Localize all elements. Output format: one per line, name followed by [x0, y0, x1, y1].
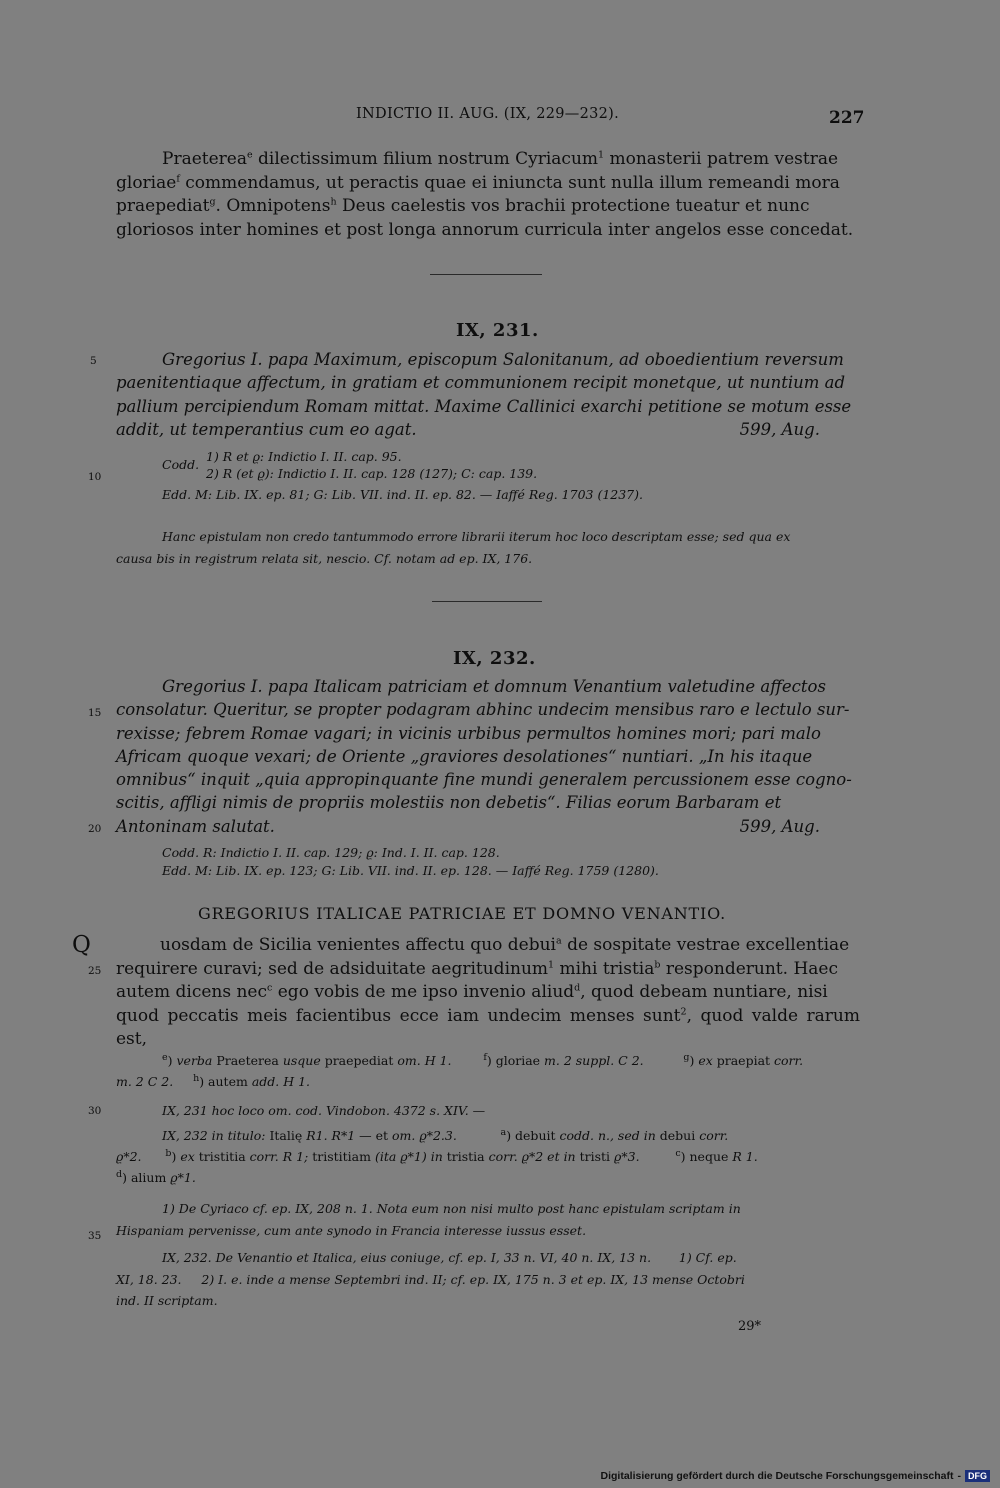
summary-line: Gregorius I. papa Maximum, episcopum Salonitanum, ad oboedientium reversum — [162, 350, 844, 369]
apparatus-line: $^d$) alium ϱ*1. — [116, 1168, 196, 1185]
line-number: 10 — [88, 471, 102, 483]
summary-line: consolatur. Queritur, se propter podagram abhinc undecim mensibus raro e lectulo sur- — [116, 700, 850, 720]
section-divider — [430, 274, 542, 275]
summary-line: Gregorius I. papa Italicam patriciam et domnum Venantium valetudine affectos — [162, 677, 826, 696]
codd-line: 2) R (et ϱ): Indictio I. II. cap. 128 (127); C: cap. 139. — [206, 466, 538, 481]
codd-line: 1) R et ϱ: Indictio I. II. cap. 95. — [206, 449, 402, 464]
editions-line: Edd. M: Lib. IX. ep. 123; G: Lib. VII. ind. II. ep. 128. — Iaffé Reg. 1759 (1280). — [162, 863, 659, 878]
intro-line: Praeterea$^e$ dilectissimum filium nostrum Cyriacum$^1$ monasterii patrem vestrae — [162, 149, 839, 169]
section-divider — [432, 601, 542, 602]
text-line: requirere curavi; sed de adsiduitate aegritudinum$^1$ mihi tristia$^b$ responderunt. Haec — [116, 958, 838, 979]
text-line — [72, 932, 860, 958]
apparatus-line: m. 2 C 2. $^h$) autem add. H 1. — [116, 1072, 311, 1089]
separator-dash: - — [957, 1470, 961, 1482]
summary-line: Africam quoque vexari; de Oriente „graviores desolationes“ nuntiari. „In his itaque — [116, 746, 813, 766]
line-number: 5 — [90, 355, 97, 367]
footnote-line: XI, 18. 23. 2) I. e. inde a mense Septembri ind. II; cf. ep. IX, 175 n. 3 et ep. IX, 13 mense Octobri — [116, 1271, 745, 1287]
text-line-content: uosdam de Sicilia venientes affectu quo debui$^a$ de sospitate vestrae excellentiae — [160, 935, 850, 955]
summary-line: scitis, affligi nimis de propriis molestiis non debetis“. Filias eorum Barbaram et — [116, 793, 782, 813]
editions-line: Edd. M: Lib. IX. ep. 81; G: Lib. VII. ind. II. ep. 82. — Iaffé Reg. 1703 (1237). — [162, 487, 643, 502]
line-number: 35 — [88, 1230, 102, 1242]
letter-number: IX, 231. — [456, 320, 539, 341]
letter-date: 599, Aug. — [739, 419, 820, 439]
page-number: 227 — [829, 108, 865, 128]
text-line: autem dicens nec$^c$ ego vobis de me ipso invenio aliud$^d$, quod debeam nuntiare, nisi — [116, 982, 828, 1002]
note-line: causa bis in registrum relata sit, nescio. Cf. notam ad ep. IX, 176. — [116, 550, 533, 566]
intro-paragraph — [116, 148, 860, 242]
signature-mark: 29* — [738, 1319, 762, 1334]
letter-summary — [116, 348, 860, 441]
editor-note — [116, 526, 860, 569]
codd-line: Codd. R: Indictio I. II. cap. 129; ϱ: Ind. I. II. cap. 128. — [162, 845, 500, 860]
letter-date: 599, Aug. — [739, 816, 820, 836]
critical-apparatus — [116, 1050, 860, 1188]
footnote-line: Hispaniam pervenisse, cum ante synodo in Francia interesse iussus esset. — [116, 1222, 587, 1238]
summary-last-line — [116, 418, 860, 441]
summary-line: rexisse; febrem Romae vagari; in vicinis urbibus permultos homines mori; pari malo — [116, 723, 821, 743]
line-number: 30 — [88, 1105, 102, 1117]
codd-label: Codd. — [162, 457, 200, 472]
summary-line: paenitentiaque affectum, in gratiam et communionem recipit monetque, ut nuntium ad — [116, 373, 846, 393]
credit-text: Digitalisierung gefördert durch die Deutsche Forschungsgemeinschaft — [600, 1470, 954, 1482]
summary-line: addit, ut temperantius cum eo agat. — [116, 419, 417, 439]
summary-line: omnibus“ inquit „quia appropinquante fine mundi generalem percussionem esse cogno- — [116, 770, 852, 790]
footnotes — [116, 1198, 860, 1312]
summary-line: Antoninam salutat. — [116, 816, 275, 836]
running-head: INDICTIO II. AUG. (IX, 229—232). — [356, 106, 620, 122]
intro-line: praepediat$^g$. Omnipotens$^h$ Deus caelestis vos brachii protectione tueatur et nunc — [116, 196, 810, 216]
apparatus-line: IX, 232 in titulo: Italię R1. R*1 — et om. ϱ*2.3. $^a$) debuit codd. n., sed in debui corr. — [162, 1126, 729, 1143]
line-number: 15 — [88, 707, 102, 719]
letter-summary — [116, 675, 860, 838]
note-line: Hanc epistulam non credo tantummodo errore librarii iterum hoc loco descriptam esse; sed qua ex — [162, 529, 791, 544]
intro-line: gloriosos inter homines et post longa annorum curricula inter angelos esse concedat. — [116, 219, 854, 240]
codd-block — [162, 448, 537, 482]
footnote-line: 1) De Cyriaco cf. ep. IX, 208 n. 1. Nota eum non nisi multo post hanc epistulam scriptam in — [162, 1201, 741, 1216]
apparatus-line: ϱ*2. $^b$) ex tristitia corr. R 1; tristitiam (ita ϱ*1) in tristia corr. ϱ*2 et in tristi ϱ*3. $^c$) neque R 1. — [116, 1147, 758, 1164]
line-number: 20 — [88, 823, 102, 835]
footnote-line: IX, 232. De Venantio et Italica, eius coniuge, cf. ep. I, 33 n. VI, 40 n. IX, 13 n. 1) Cf. ep. — [162, 1250, 737, 1265]
apparatus-line: IX, 231 hoc loco om. cod. Vindobon. 4372 s. XIV. — — [162, 1103, 486, 1118]
initial-letter: Q — [72, 932, 91, 958]
digitization-credit — [601, 1470, 990, 1482]
letter-title: GREGORIUS ITALICAE PATRICIAE ET DOMNO VENANTIO. — [198, 904, 726, 923]
dfg-logo: DFG — [965, 1470, 990, 1482]
summary-line: pallium percipiendum Romam mittat. Maxime Callinici exarchi petitione se motum esse — [116, 396, 852, 416]
letter-number: IX, 232. — [453, 648, 536, 669]
footnote-line: ind. II scriptam. — [116, 1293, 218, 1308]
apparatus-line: $^e$) verba Praeterea usque praepediat om. H 1. $^f$) gloriae m. 2 suppl. C 2. $^g$) ex praepiat corr. — [162, 1051, 804, 1068]
text-line: quod peccatis meis facientibus ecce iam undecim menses sunt$^2$, quod valde rarum est, — [116, 1005, 861, 1049]
summary-last-line — [116, 815, 860, 838]
line-number: 25 — [88, 965, 102, 977]
intro-line: gloriae$^f$ commendamus, ut peractis quae ei iniuncta sunt nulla illum remeandi mora — [116, 172, 840, 193]
